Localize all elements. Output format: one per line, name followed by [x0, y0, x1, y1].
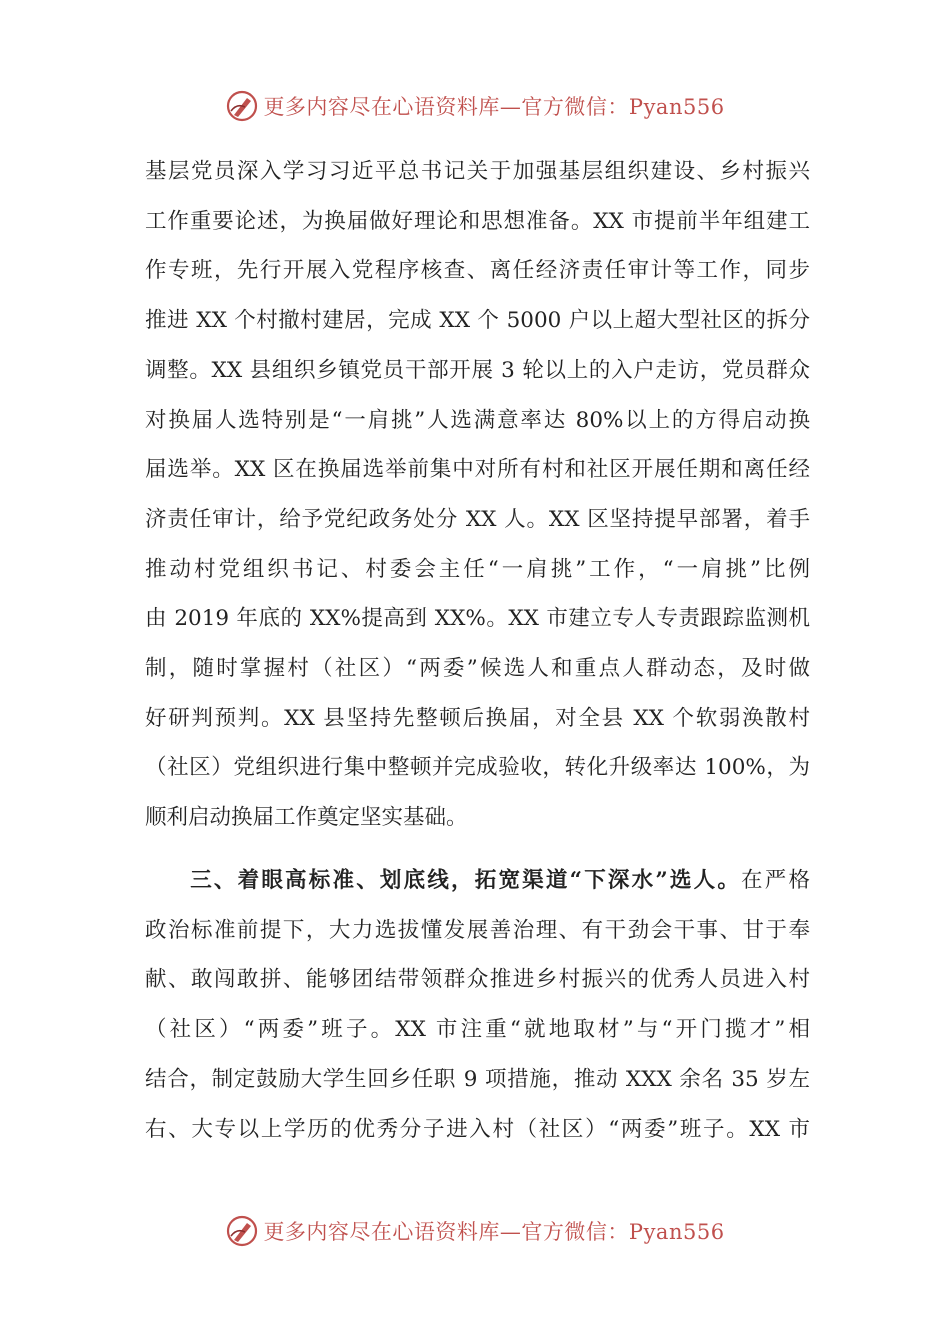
paragraph-first-line: [145, 856, 810, 906]
paragraph-line: 作专班，先行开展入党程序核查、离任经济责任审计等工作，同步: [145, 258, 810, 284]
paragraph-line: （社区）“两委”班子。XX 市注重“就地取材”与“开门揽才”相: [145, 1017, 810, 1043]
paragraph-line: 由 2019 年底的 XX%提高到 XX%。XX 市建立专人专责跟踪监测机: [145, 606, 810, 632]
paragraph-line: 政治标准前提下，大力选拔懂发展善治理、有干劲会干事、甘于奉: [145, 917, 810, 943]
footer-banner: [0, 1211, 950, 1251]
paragraph-line: 献、敢闯敢拼、能够团结带领群众推进乡村振兴的优秀人员进入村: [145, 967, 810, 993]
paragraph-2: [145, 856, 810, 1154]
paragraph-line: 推进 XX 个村撤村建居，完成 XX 个 5000 户以上超大型社区的拆分: [145, 308, 810, 334]
paragraph-line: 右、大专以上学历的优秀分子进入村（社区）“两委”班子。XX 市: [145, 1116, 810, 1142]
paragraph-line: 届选举。XX 区在换届选举前集中对所有村和社区开展任期和离任经: [145, 457, 810, 483]
paragraph-line: 基层党员深入学习习近平总书记关于加强基层组织建设、乡村振兴: [145, 159, 810, 184]
paragraph-line: 调整。XX 县组织乡镇党员干部开展 3 轮以上的入户走访，党员群众: [145, 357, 810, 383]
paragraph-text: 在严格: [741, 868, 810, 893]
section-heading: 三、着眼高标准、划底线，拓宽渠道“下深水”选人。: [188, 868, 742, 893]
paragraph-line: 好研判预判。XX 县坚持先整顿后换届，对全县 XX 个软弱涣散村: [145, 705, 810, 731]
paragraph-line: （社区）党组织进行集中整顿并完成验收，转化升级率达 100%，为: [145, 755, 810, 781]
paragraph-line: 结合，制定鼓励大学生回乡任职 9 项措施，推动 XXX 余名 35 岁左: [145, 1066, 810, 1092]
paragraph-line: 制，随时掌握村（社区）“两委”候选人和重点人群动态，及时做: [145, 656, 810, 682]
header-banner-text: 更多内容尽在心语资料库—官方微信：Pyan556: [263, 95, 725, 119]
header-banner: [0, 86, 950, 126]
paragraph-line: 顺利启动换届工作奠定坚实基础。: [145, 805, 468, 831]
pen-nib-logo-icon: [225, 1214, 259, 1248]
footer-banner-text: 更多内容尽在心语资料库—官方微信：Pyan556: [263, 1220, 725, 1244]
paragraph-line: 济责任审计，给予党纪政务处分 XX 人。XX 区坚持提早部署，着手: [145, 506, 810, 532]
paragraph-line: 对换届人选特别是“一肩挑”人选满意率达 80%以上的方得启动换: [145, 407, 810, 433]
pen-nib-logo-icon: [225, 89, 259, 123]
paragraph-line: 工作重要论述，为换届做好理论和思想准备。XX 市提前半年组建工: [145, 208, 810, 234]
paragraph-line: 推动村党组织书记、村委会主任“一肩挑”工作，“一肩挑”比例: [145, 556, 810, 582]
paragraph-1: [145, 147, 810, 843]
